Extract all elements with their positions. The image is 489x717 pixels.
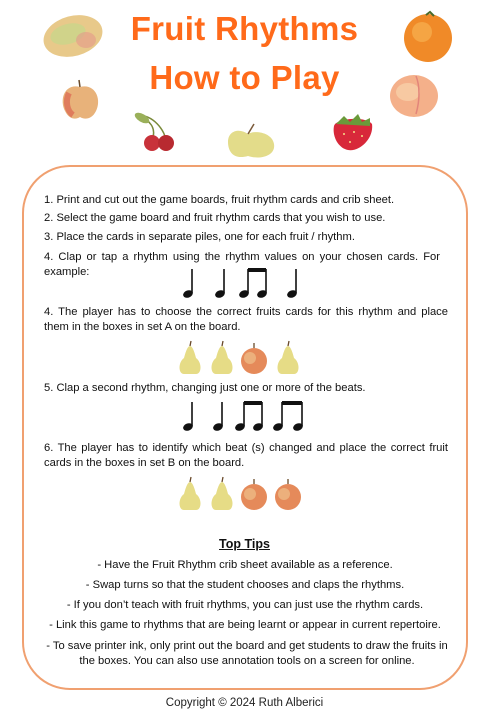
page-subtitle: How to Play bbox=[149, 59, 340, 96]
pear-card-icon bbox=[180, 477, 201, 510]
step-4a: 4. Clap or tap a rhythm using the rhythm values on your chosen cards. For example: bbox=[44, 251, 440, 278]
apple-card-icon bbox=[241, 343, 267, 374]
step-2: 2. Select the game board and fruit rhythm cards that you wish to use. bbox=[44, 212, 386, 224]
pear-icon bbox=[38, 10, 108, 60]
pear-card-icon bbox=[212, 477, 233, 510]
step-3: 3. Place the cards in separate piles, one for each fruit / rhythm. bbox=[44, 231, 355, 243]
step-5: 5. Clap a second rhythm, changing just one or more of the beats. bbox=[44, 382, 366, 394]
pear-card-icon bbox=[278, 341, 299, 374]
page-title: Fruit Rhythms bbox=[130, 10, 359, 47]
fruit-cards-b bbox=[176, 476, 308, 512]
tip-3: - If you don’t teach with fruit rhythms, you can just use the rhythm cards. bbox=[66, 599, 424, 611]
tip-1: - Have the Fruit Rhythm crib sheet available as a reference. bbox=[97, 559, 393, 571]
crotchet-note-icon bbox=[182, 402, 194, 432]
step-1: 1. Print and cut out the game boards, fruit rhythm cards and crib sheet. bbox=[44, 194, 395, 206]
crotchet-note-icon bbox=[286, 269, 298, 299]
fruit-cards-a bbox=[176, 340, 308, 376]
apple-icon bbox=[55, 75, 105, 125]
crotchet-note-icon bbox=[182, 269, 194, 299]
rhythm-notation-b bbox=[178, 398, 313, 433]
quaver-pair-icon bbox=[234, 401, 264, 432]
quaver-pair-icon bbox=[238, 268, 268, 299]
orange-icon bbox=[400, 8, 456, 64]
crotchet-note-icon bbox=[214, 269, 226, 299]
tips-heading: Top Tips bbox=[219, 537, 270, 551]
apple-card-icon bbox=[241, 479, 267, 510]
step-4b: 4. The player has to choose the correct fruits cards for this rhythm and place them in the boxes in set A on the board. bbox=[44, 306, 448, 333]
crotchet-note-icon bbox=[212, 402, 224, 432]
peach-icon bbox=[386, 70, 442, 120]
apple-card-icon bbox=[275, 479, 301, 510]
tip-5: - To save printer ink, only print out the board and get students to draw the fruits in the boxes. You can also use annotation tools on a screen for online. bbox=[46, 640, 448, 667]
pear-card-icon bbox=[212, 341, 233, 374]
strawberry-icon bbox=[326, 110, 378, 155]
tip-2: - Swap turns so that the student chooses and claps the rhythms. bbox=[85, 579, 405, 591]
tip-4: - Link this game to rhythms that are being learnt or appear in current repertoire. bbox=[49, 619, 441, 631]
quaver-pair-icon bbox=[272, 401, 304, 432]
step-6: 6. The player has to identify which beat (s) changed and place the correct fruit cards in the boxes in set B on the board. bbox=[44, 442, 448, 469]
copyright-footer: Copyright © 2024 Ruth Alberici bbox=[165, 697, 324, 709]
pear-icon bbox=[220, 120, 280, 162]
pear-card-icon bbox=[180, 341, 201, 374]
rhythm-notation-a bbox=[178, 265, 308, 300]
cherries-icon bbox=[132, 110, 182, 155]
